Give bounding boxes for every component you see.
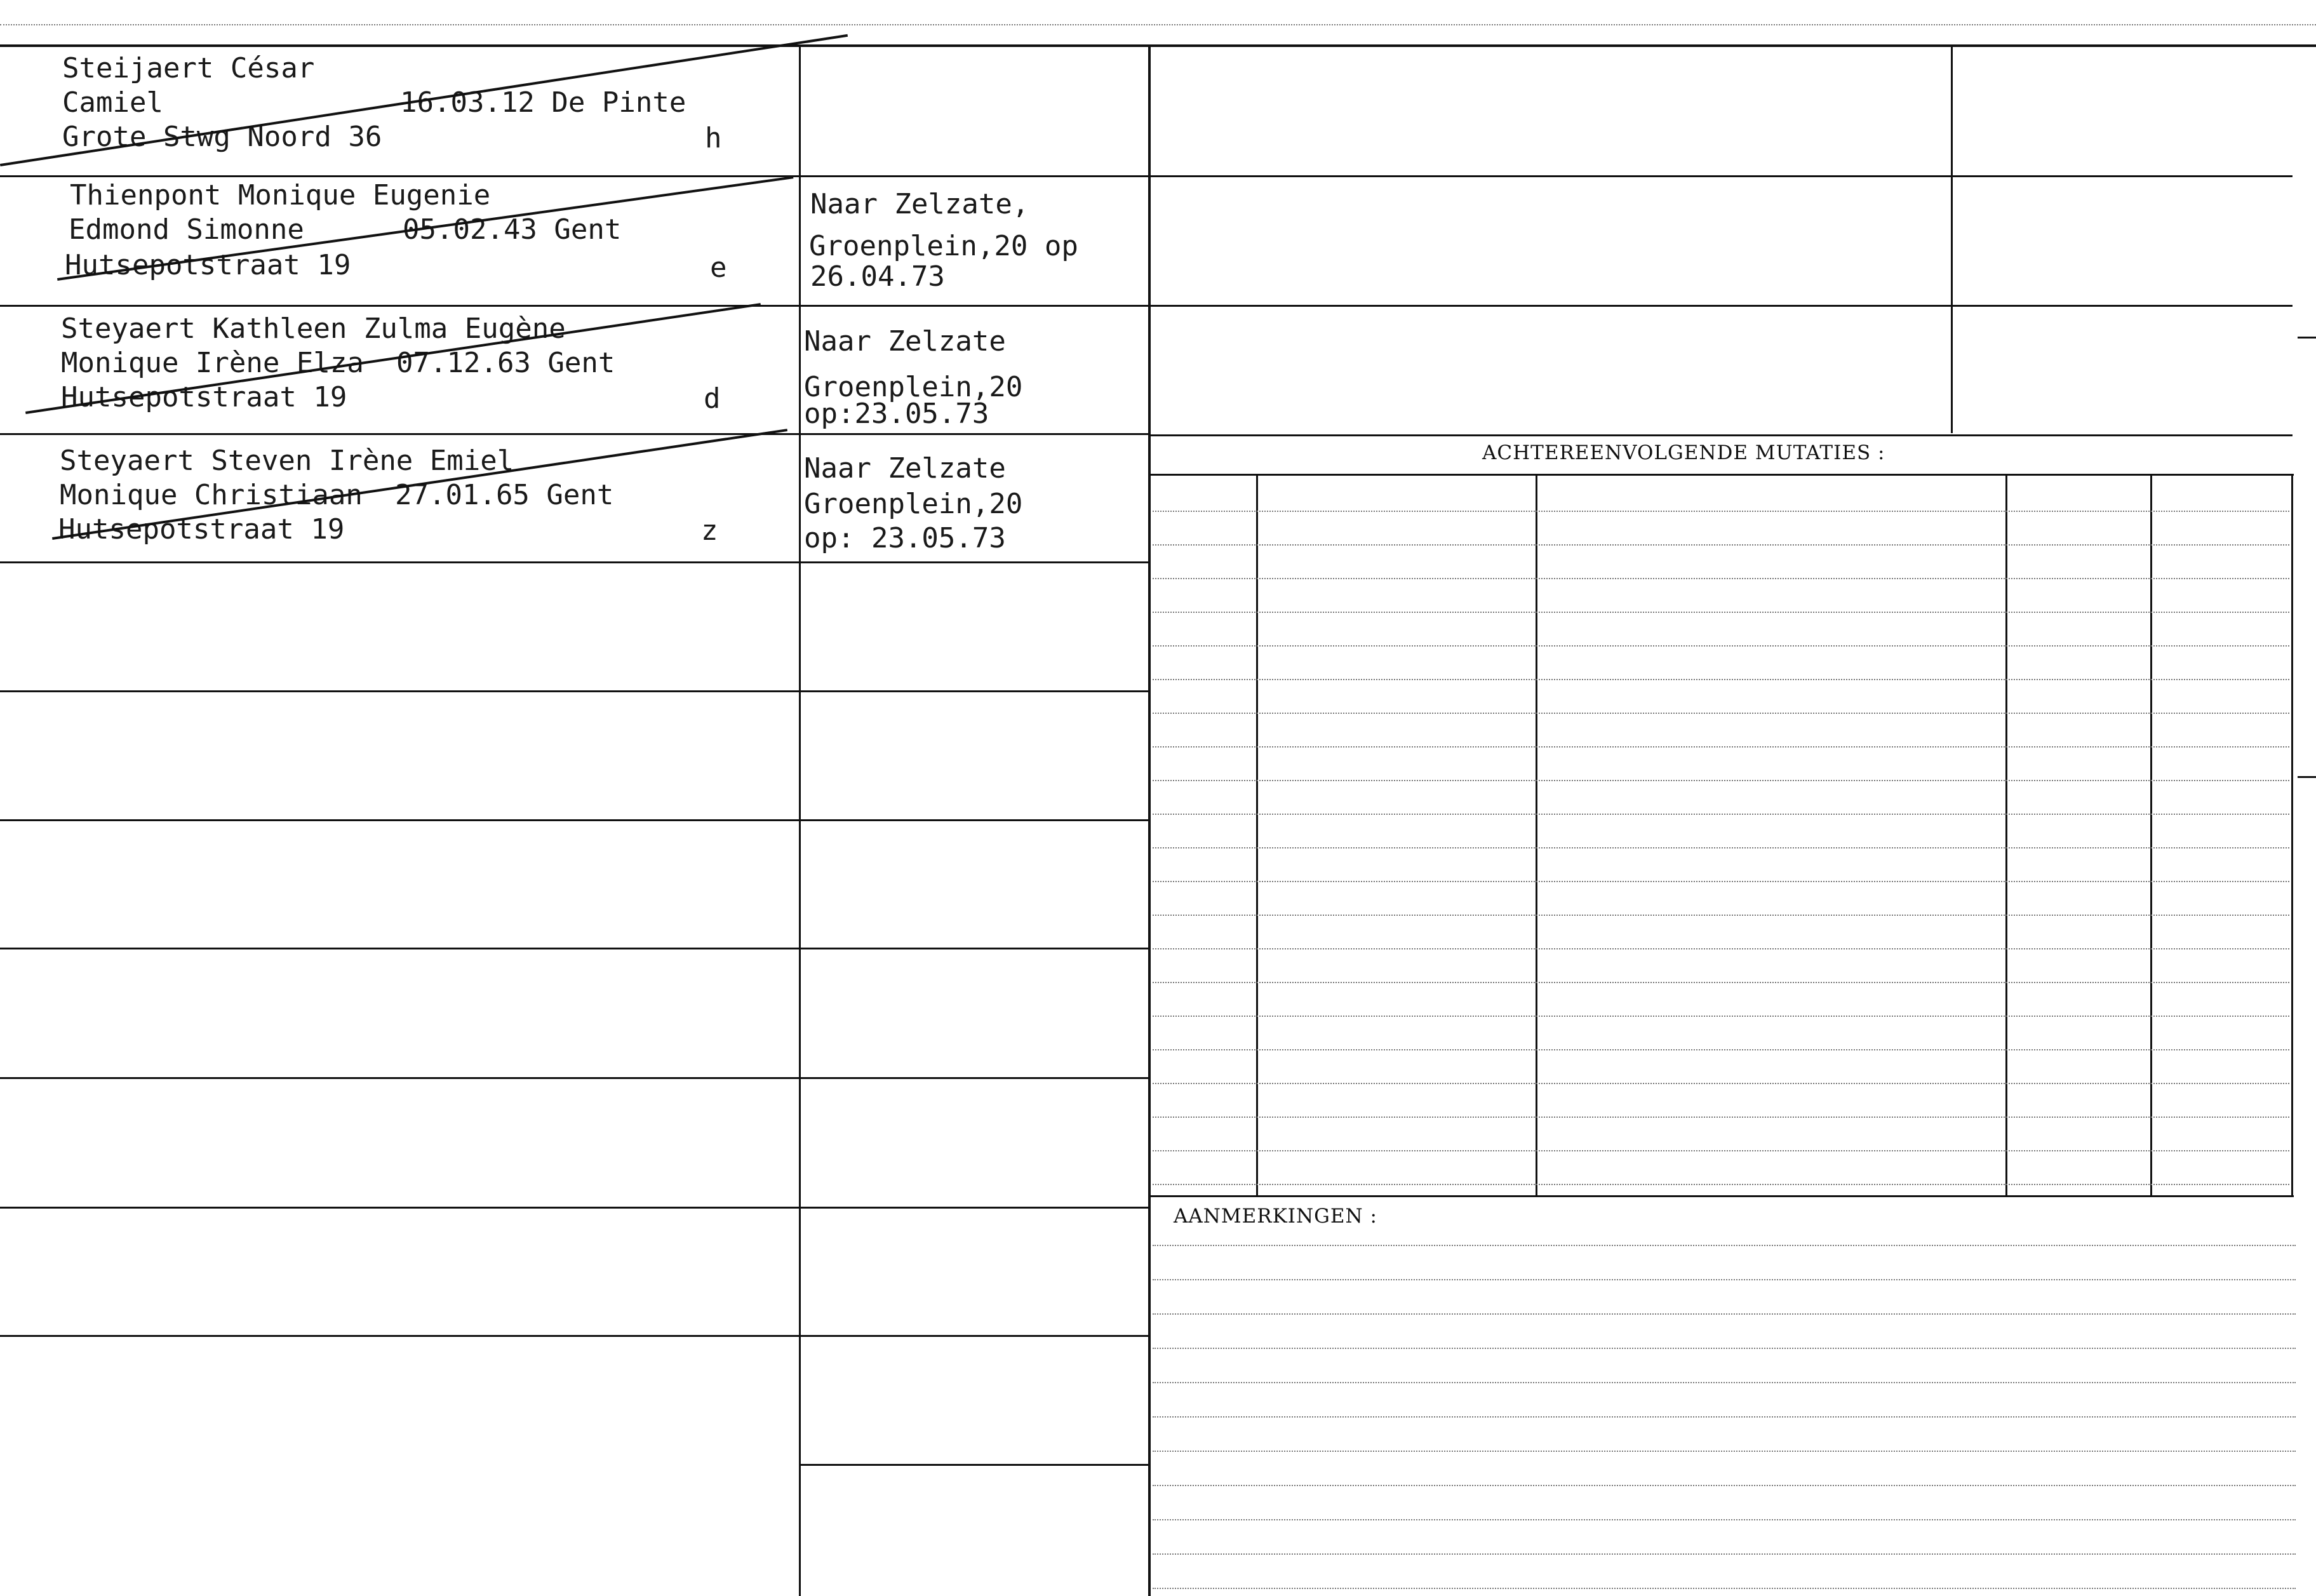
entry-address: Hutsepotstraat 19	[58, 513, 345, 546]
dotted-rule	[1153, 1382, 2296, 1383]
dotted-rule	[1153, 1279, 2296, 1280]
entry-name: Steyaert Steven Irène Emiel	[60, 445, 514, 477]
entry-note-line: Naar Zelzate	[804, 325, 1006, 358]
entry-note-line: Naar Zelzate,	[810, 188, 1029, 220]
entry-name: Thienpont Monique Eugenie	[70, 179, 491, 211]
dotted-rule	[1153, 1588, 2296, 1589]
row-rule	[0, 948, 1149, 949]
mutaties-heading: ACHTEREENVOLGENDE MUTATIES :	[1482, 441, 1885, 464]
entry-code: d	[704, 382, 721, 415]
entry-note-line: Groenplein,20	[804, 488, 1023, 520]
mutaties-col-divider	[1256, 475, 1258, 1195]
dotted-rule	[1153, 948, 2289, 949]
entry-note-line: op:23.05.73	[804, 398, 989, 430]
entry-code: h	[705, 122, 722, 154]
entry-birth: 16.03.12 De Pinte	[400, 86, 686, 119]
entry-code: z	[701, 514, 718, 547]
dotted-rule	[1153, 544, 2289, 546]
mutaties-table-top	[1151, 474, 2294, 476]
entry-note-line: Groenplein,20 op	[809, 230, 1078, 262]
dotted-rule	[1153, 1083, 2289, 1084]
mutaties-col-divider	[2150, 475, 2152, 1195]
row-rule	[0, 1335, 1149, 1337]
dotted-rule	[1153, 1451, 2296, 1452]
mutaties-col-divider	[2005, 475, 2007, 1195]
dotted-rule	[1153, 915, 2289, 916]
dotted-rule	[1153, 814, 2289, 815]
dotted-rule	[1153, 1117, 2289, 1118]
entry-given-names: Camiel	[62, 86, 163, 119]
dotted-rule	[1153, 1519, 2296, 1520]
right-edge-tick	[2298, 776, 2316, 778]
dotted-rule	[1153, 1150, 2289, 1151]
row-rule	[0, 561, 1149, 563]
entry-address: Grote Stwg Noord 36	[62, 121, 382, 153]
entry-note-line: op: 23.05.73	[804, 522, 1006, 554]
entry-address: Hutsepotstraat 19	[65, 249, 351, 281]
row-rule	[0, 175, 1149, 177]
row-rule	[0, 1207, 1149, 1209]
aanmerkingen-heading: AANMERKINGEN :	[1174, 1205, 1377, 1228]
dotted-rule	[1153, 881, 2289, 882]
dotted-rule	[1153, 713, 2289, 714]
entry-note-line: Groenplein,20	[804, 371, 1023, 403]
entry-address: Hutsepotstraat 19	[61, 381, 347, 413]
dotted-rule	[1153, 746, 2289, 748]
entry-name: Steijaert César	[62, 52, 315, 84]
top-rule	[0, 44, 2316, 47]
dotted-rule	[1153, 1313, 2296, 1315]
dotted-rule	[1153, 1485, 2296, 1486]
entry-given-names: Monique Irène Elza	[61, 347, 364, 379]
upper-right-rule	[1149, 175, 2293, 177]
dotted-rule	[1153, 511, 2289, 512]
column-divider-3	[1951, 46, 1953, 433]
dotted-rule	[1153, 679, 2289, 680]
entry-code: e	[710, 251, 727, 284]
entry-birth: 07.12.63 Gent	[396, 347, 615, 379]
row-rule	[799, 1464, 1149, 1466]
upper-right-rule	[1149, 434, 2293, 436]
row-rule	[0, 1077, 1149, 1079]
row-rule	[0, 433, 1149, 435]
top-dotted-rule	[0, 24, 2316, 25]
dotted-rule	[1153, 1348, 2296, 1349]
row-rule	[0, 690, 1149, 692]
entry-birth: 27.01.65 Gent	[395, 479, 614, 511]
entry-given-names: Edmond Simonne	[69, 213, 304, 246]
dotted-rule	[1153, 847, 2289, 848]
mutaties-table-bottom	[1151, 1195, 2294, 1197]
dotted-rule	[1153, 1245, 2296, 1246]
entry-birth: 05.02.43 Gent	[403, 213, 622, 246]
row-rule	[0, 305, 1149, 307]
dotted-rule	[1153, 578, 2289, 579]
dotted-rule	[1153, 780, 2289, 781]
entry-note-line: 26.04.73	[810, 260, 945, 293]
dotted-rule	[1153, 982, 2289, 983]
dotted-rule	[1153, 1184, 2289, 1185]
entry-note-line: Naar Zelzate	[804, 452, 1006, 485]
dotted-rule	[1153, 1016, 2289, 1017]
mutaties-col-divider	[1536, 475, 1537, 1195]
entry-name: Steyaert Kathleen Zulma Eugène	[61, 312, 566, 345]
right-edge-tick	[2298, 337, 2316, 339]
dotted-rule	[1153, 645, 2289, 647]
dotted-rule	[1153, 1049, 2289, 1050]
dotted-rule	[1153, 1553, 2296, 1555]
row-rule	[0, 819, 1149, 821]
mutaties-col-divider	[2291, 475, 2293, 1195]
dotted-rule	[1153, 1416, 2296, 1418]
entry-given-names: Monique Christiaan	[60, 479, 363, 511]
dotted-rule	[1153, 612, 2289, 613]
upper-right-rule	[1149, 305, 2293, 307]
